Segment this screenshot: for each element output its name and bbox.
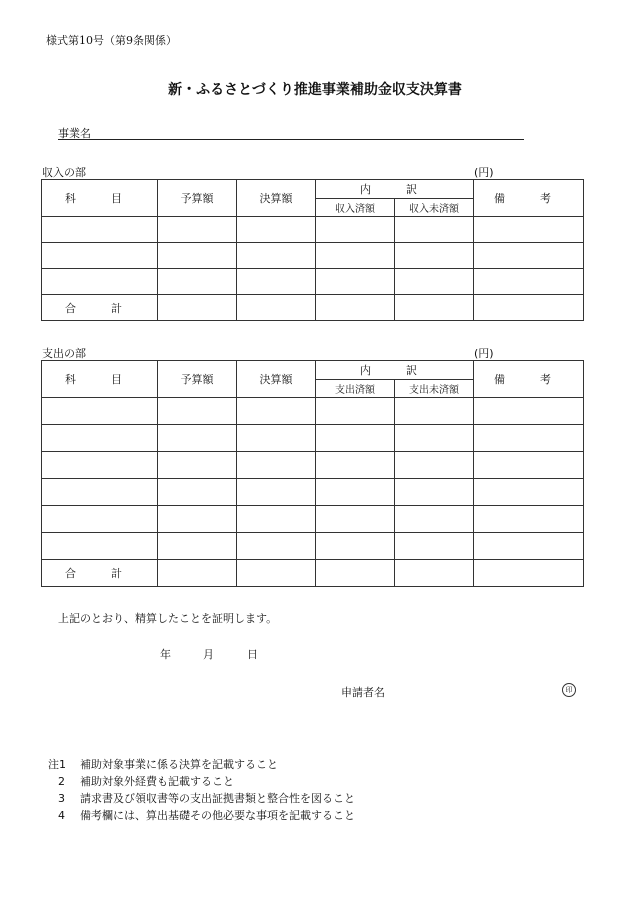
expense-table-row <box>42 425 584 452</box>
expense-cell-sub1[interactable] <box>316 479 395 506</box>
income-cell-sub1[interactable] <box>316 217 395 243</box>
income-col-received: 収入済額 <box>316 199 395 217</box>
certification-text: 上記のとおり、精算したことを証明します。 <box>58 612 278 625</box>
expense-col-breakdown: 内 訳 <box>316 361 474 380</box>
income-cell-item[interactable] <box>42 243 158 269</box>
income-col-breakdown: 内 訳 <box>316 180 474 199</box>
project-name-field[interactable] <box>58 139 524 140</box>
income-total-label: 合 計 <box>42 295 158 321</box>
expense-cell-remarks[interactable] <box>474 452 584 479</box>
expense-unit-label: (円) <box>474 347 494 360</box>
income-cell-sub1[interactable] <box>316 269 395 295</box>
note-text: 補助対象外経費も記載すること <box>80 775 234 788</box>
expense-cell-item[interactable] <box>42 533 158 560</box>
note-item <box>48 790 355 807</box>
expense-table-row <box>42 398 584 425</box>
expense-cell-sub2[interactable] <box>395 533 474 560</box>
expense-cell-budget[interactable] <box>158 533 237 560</box>
notes-list <box>48 756 355 824</box>
expense-cell-item[interactable] <box>42 425 158 452</box>
income-table-row <box>42 269 584 295</box>
note-text: 補助対象事業に係る決算を記載すること <box>80 758 278 771</box>
income-cell-item[interactable] <box>42 217 158 243</box>
income-col-unreceived: 収入未済額 <box>395 199 474 217</box>
expense-cell-remarks[interactable] <box>474 425 584 452</box>
date-day-label: 日 <box>247 648 258 661</box>
date-year-label: 年 <box>160 648 171 661</box>
project-name-label: 事業名 <box>58 127 91 140</box>
note-text: 請求書及び領収書等の支出証拠書類と整合性を図ること <box>80 792 355 805</box>
applicant-name-label: 申請者名 <box>341 686 385 699</box>
expense-cell-sub1[interactable] <box>316 506 395 533</box>
note-text: 備考欄には、算出基礎その他必要な事項を記載すること <box>80 809 355 822</box>
income-cell-remarks[interactable] <box>474 217 584 243</box>
expense-cell-sub1[interactable] <box>316 425 395 452</box>
expense-cell-sub2[interactable] <box>395 425 474 452</box>
expense-cell-settlement[interactable] <box>237 398 316 425</box>
income-cell-remarks[interactable] <box>474 243 584 269</box>
expense-cell-sub2[interactable] <box>395 452 474 479</box>
expense-cell-sub1[interactable] <box>316 398 395 425</box>
expense-total-paid[interactable] <box>316 560 395 587</box>
note-number: 注1 <box>48 758 66 771</box>
expense-table-row <box>42 479 584 506</box>
income-total-remarks[interactable] <box>474 295 584 321</box>
expense-cell-settlement[interactable] <box>237 533 316 560</box>
expense-cell-remarks[interactable] <box>474 533 584 560</box>
expense-cell-sub2[interactable] <box>395 506 474 533</box>
date-month-label: 月 <box>203 648 214 661</box>
expense-cell-item[interactable] <box>42 398 158 425</box>
income-total-unreceived[interactable] <box>395 295 474 321</box>
expense-cell-budget[interactable] <box>158 452 237 479</box>
note-number: 3 <box>58 792 65 805</box>
expense-cell-remarks[interactable] <box>474 506 584 533</box>
income-table <box>41 179 584 321</box>
income-cell-remarks[interactable] <box>474 269 584 295</box>
income-total-received[interactable] <box>316 295 395 321</box>
expense-table <box>41 360 584 587</box>
expense-cell-budget[interactable] <box>158 506 237 533</box>
income-total-row <box>42 295 584 321</box>
expense-total-unpaid[interactable] <box>395 560 474 587</box>
expense-cell-remarks[interactable] <box>474 398 584 425</box>
expense-col-unpaid: 支出未済額 <box>395 380 474 398</box>
income-cell-sub2[interactable] <box>395 269 474 295</box>
expense-cell-sub1[interactable] <box>316 533 395 560</box>
expense-total-row <box>42 560 584 587</box>
income-total-budget[interactable] <box>158 295 237 321</box>
income-cell-sub2[interactable] <box>395 217 474 243</box>
expense-cell-sub2[interactable] <box>395 398 474 425</box>
income-cell-sub1[interactable] <box>316 243 395 269</box>
expense-cell-budget[interactable] <box>158 479 237 506</box>
income-section-label: 収入の部 <box>42 166 86 179</box>
income-cell-settlement[interactable] <box>237 217 316 243</box>
form-number: 様式第10号（第9条関係） <box>46 34 177 47</box>
income-col-budget: 予算額 <box>158 180 237 217</box>
income-cell-sub2[interactable] <box>395 243 474 269</box>
note-number: 4 <box>58 809 65 822</box>
expense-total-label: 合 計 <box>42 560 158 587</box>
note-number: 2 <box>58 775 65 788</box>
expense-total-budget[interactable] <box>158 560 237 587</box>
expense-col-remarks: 備 考 <box>474 361 584 398</box>
income-col-settlement: 決算額 <box>237 180 316 217</box>
expense-cell-item[interactable] <box>42 479 158 506</box>
expense-cell-settlement[interactable] <box>237 479 316 506</box>
income-cell-budget[interactable] <box>158 217 237 243</box>
expense-col-paid: 支出済額 <box>316 380 395 398</box>
expense-table-row <box>42 506 584 533</box>
expense-cell-budget[interactable] <box>158 398 237 425</box>
expense-cell-settlement[interactable] <box>237 506 316 533</box>
expense-total-remarks[interactable] <box>474 560 584 587</box>
expense-cell-remarks[interactable] <box>474 479 584 506</box>
income-cell-item[interactable] <box>42 269 158 295</box>
expense-table-row <box>42 452 584 479</box>
expense-cell-item[interactable] <box>42 506 158 533</box>
expense-cell-item[interactable] <box>42 452 158 479</box>
income-table-row <box>42 243 584 269</box>
expense-section-label: 支出の部 <box>42 347 86 360</box>
expense-col-budget: 予算額 <box>158 361 237 398</box>
expense-cell-settlement[interactable] <box>237 452 316 479</box>
expense-total-settlement[interactable] <box>237 560 316 587</box>
expense-col-settlement: 決算額 <box>237 361 316 398</box>
income-cell-budget[interactable] <box>158 243 237 269</box>
income-cell-settlement[interactable] <box>237 243 316 269</box>
income-table-row <box>42 217 584 243</box>
expense-table-row <box>42 533 584 560</box>
income-cell-settlement[interactable] <box>237 269 316 295</box>
expense-cell-settlement[interactable] <box>237 425 316 452</box>
income-col-remarks: 備 考 <box>474 180 584 217</box>
document-title: 新・ふるさとづくり推進事業補助金収支決算書 <box>168 82 462 98</box>
seal-mark: 印 <box>562 683 576 697</box>
note-item <box>48 773 355 790</box>
expense-cell-sub1[interactable] <box>316 452 395 479</box>
income-cell-budget[interactable] <box>158 269 237 295</box>
income-unit-label: (円) <box>474 166 494 179</box>
note-item <box>48 756 355 773</box>
note-item <box>48 807 355 824</box>
expense-col-item: 科 目 <box>42 361 158 398</box>
expense-cell-budget[interactable] <box>158 425 237 452</box>
expense-cell-sub2[interactable] <box>395 479 474 506</box>
income-col-item: 科 目 <box>42 180 158 217</box>
income-total-settlement[interactable] <box>237 295 316 321</box>
